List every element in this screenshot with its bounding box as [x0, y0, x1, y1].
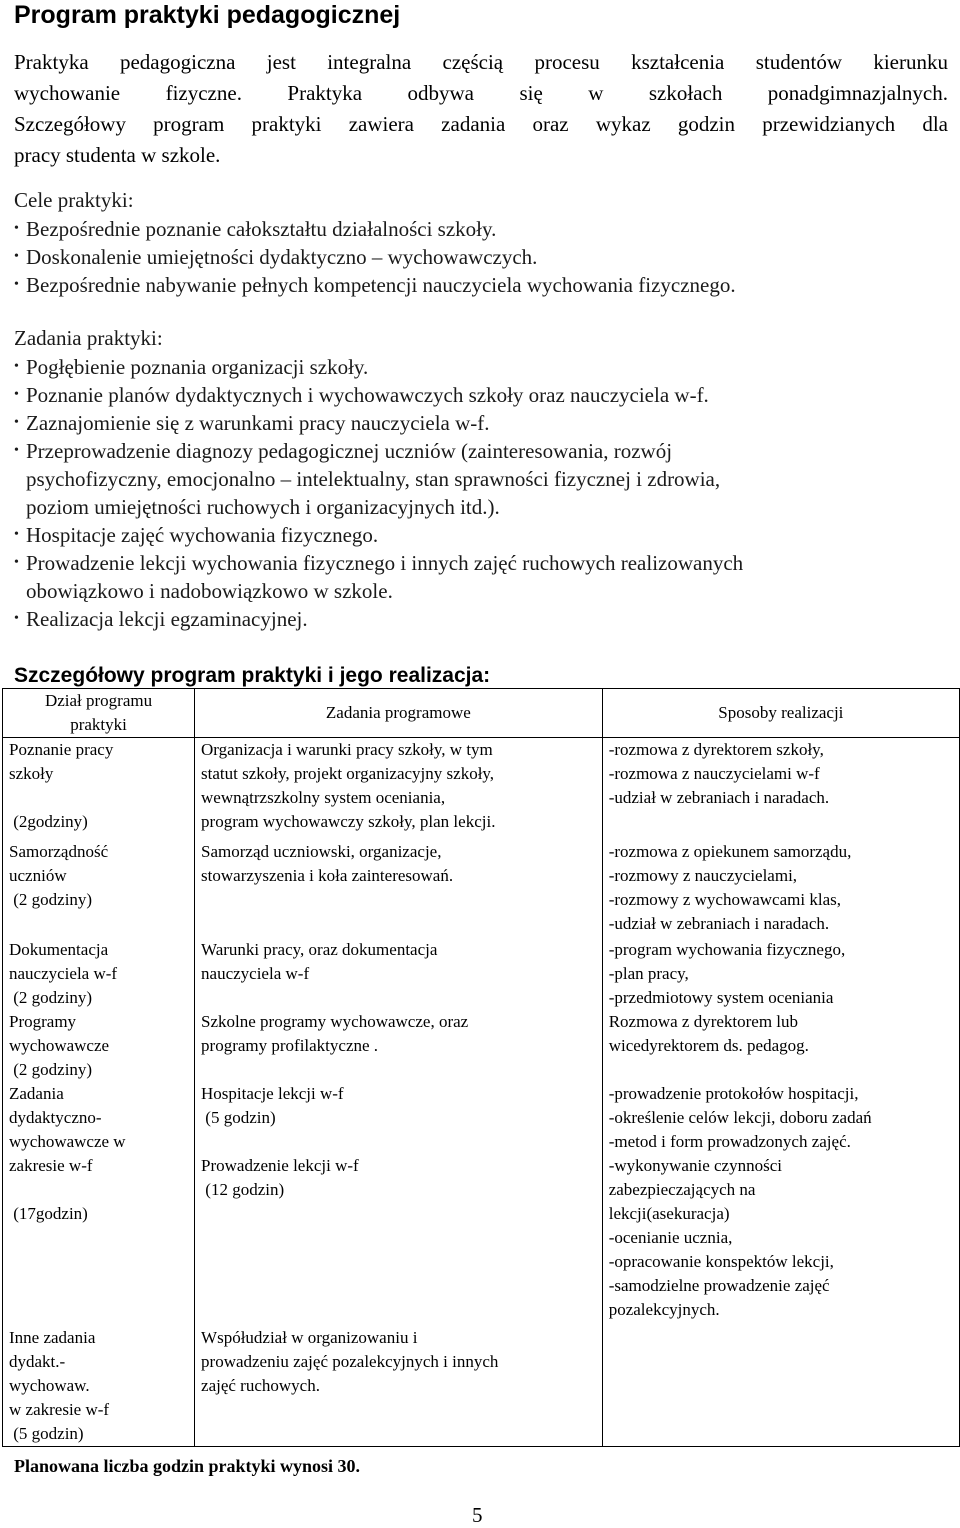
row-section-cell: Samorządność uczniów (2 godziny): [3, 840, 195, 938]
row-tasks-cell: Szkolne programy wychowawcze, oraz programy profilaktyczne .: [195, 1010, 603, 1082]
table-row: [3, 840, 960, 938]
bullet-icon: •: [14, 249, 19, 264]
task-item: [14, 353, 743, 381]
tasks-list: [14, 353, 743, 633]
row-methods-cell: -program wychowania fizycznego, -plan pracy, -przedmiotowy system oceniania: [602, 938, 959, 1010]
row-tasks-cell: Współudział w organizowaniu i prowadzeniu zajęć pozalekcyjnych i innych zajęć ruchowych.: [195, 1326, 603, 1447]
task-item: [14, 521, 743, 549]
task-item-text: Hospitacje zajęć wychowania fizycznego.: [26, 523, 379, 547]
goal-item: [14, 271, 736, 299]
row-methods-cell: -prowadzenie protokołów hospitacji, -określenie celów lekcji, doboru zadań -metod i form prowadzonych zajęć. -wykonywanie czynności zabezpieczających na lekcji(asekuracja) -ocenianie ucznia, -opracowanie konspektów lekcji, -samodzielne prowadzenie zajęć pozalekcyjnych.: [602, 1082, 959, 1326]
task-item: [14, 381, 743, 409]
bullet-icon: •: [14, 277, 19, 292]
table-row: [3, 1326, 960, 1447]
bullet-icon: •: [14, 415, 19, 430]
row-section-cell: Inne zadania dydakt.- wychowaw. w zakresie w-f (5 godzin): [3, 1326, 195, 1447]
row-tasks-cell: Samorząd uczniowski, organizacje, stowarzyszenia i koła zainteresowań.: [195, 840, 603, 938]
task-item-text: obowiązkowo i nadobowiązkowo w szkole.: [26, 579, 393, 603]
task-item: [14, 409, 743, 437]
table-row: [3, 1010, 960, 1082]
page-title: Program praktyki pedagogicznej: [14, 1, 401, 29]
page-number: 5: [472, 1503, 483, 1527]
row-methods-cell: -rozmowa z dyrektorem szkoły, -rozmowa z nauczycielami w-f -udział w zebraniach i naradach.: [602, 738, 959, 841]
row-section-cell: Zadania dydaktyczno- wychowawcze w zakresie w-f (17godzin): [3, 1082, 195, 1326]
goal-item-text: Doskonalenie umiejętności dydaktyczno – wychowawczych.: [26, 245, 538, 269]
header-tasks: Zadania programowe: [195, 689, 603, 738]
intro-paragraph: [14, 47, 948, 171]
bullet-icon: •: [14, 221, 19, 236]
footer-note: Planowana liczba godzin praktyki wynosi 30.: [14, 1456, 361, 1476]
table-row: [3, 738, 960, 841]
task-item-text: poziom umiejętności ruchowych i organizacyjnych itd.).: [26, 495, 500, 519]
task-item-text: Prowadzenie lekcji wychowania fizycznego i innych zajęć ruchowych realizowanych: [26, 551, 744, 575]
task-item: [14, 437, 743, 521]
goal-item: [14, 215, 736, 243]
row-methods-cell: Rozmowa z dyrektorem lub wicedyrektorem ds. pedagog.: [602, 1010, 959, 1082]
tasks-heading: Zadania praktyki:: [14, 326, 163, 350]
intro-line: Praktyka pedagogiczna jest integralna częścią procesu kształcenia studentów kierunku: [14, 50, 948, 74]
task-item-text: Pogłębienie poznania organizacji szkoły.: [26, 355, 369, 379]
task-item: [14, 605, 743, 633]
row-tasks-cell: Warunki pracy, oraz dokumentacja nauczyciela w-f: [195, 938, 603, 1010]
bullet-icon: •: [14, 387, 19, 402]
bullet-icon: •: [14, 443, 19, 458]
task-item-text: psychofizyczny, emocjonalno – intelektualny, stan sprawności fizycznej i zdrowia,: [26, 467, 721, 491]
bullet-icon: •: [14, 527, 19, 542]
row-section-cell: Poznanie pracy szkoły (2godziny): [3, 738, 195, 841]
tasks-section: [14, 323, 743, 633]
goals-list: [14, 215, 736, 299]
bullet-icon: •: [14, 359, 19, 374]
header-methods: Sposoby realizacji: [602, 689, 959, 738]
bullet-icon: •: [14, 611, 19, 626]
table-header-row: [3, 689, 960, 738]
task-item-text: Realizacja lekcji egzaminacyjnej.: [26, 607, 308, 631]
goals-section: [14, 185, 736, 299]
goal-item-text: Bezpośrednie poznanie całokształtu działalności szkoły.: [26, 217, 497, 241]
header-section: Dział programu praktyki: [3, 689, 195, 738]
goal-item-text: Bezpośrednie nabywanie pełnych kompetencji nauczyciela wychowania fizycznego.: [26, 273, 736, 297]
row-tasks-cell: Organizacja i warunki pracy szkoły, w tym statut szkoły, projekt organizacyjny szkoły, wewnątrzszkolny system oceniania, program wychowawczy szkoły, plan lekcji.: [195, 738, 603, 841]
program-table-heading: Szczegółowy program praktyki i jego realizacja:: [14, 664, 491, 687]
task-item-text: Zaznajomienie się z warunkami pracy nauczyciela w-f.: [26, 411, 490, 435]
row-tasks-cell: Hospitacje lekcji w-f (5 godzin) Prowadzenie lekcji w-f (12 godzin): [195, 1082, 603, 1326]
intro-line: wychowanie fizyczne. Praktyka odbywa się w szkołach ponadgimnazjalnych.: [14, 81, 948, 105]
intro-line: Szczegółowy program praktyki zawiera zadania oraz wykaz godzin przewidzianych dla: [14, 112, 948, 136]
bullet-icon: •: [14, 555, 19, 570]
task-item-text: Przeprowadzenie diagnozy pedagogicznej uczniów (zainteresowania, rozwój: [26, 439, 673, 463]
table-row: [3, 938, 960, 1010]
row-methods-cell: -rozmowa z opiekunem samorządu, -rozmowy z nauczycielami, -rozmowy z wychowawcami klas, -udział w zebraniach i naradach.: [602, 840, 959, 938]
program-table: [2, 688, 960, 1447]
row-section-cell: Dokumentacja nauczyciela w-f (2 godziny): [3, 938, 195, 1010]
table-row: [3, 1082, 960, 1326]
row-section-cell: Programy wychowawcze (2 godziny): [3, 1010, 195, 1082]
intro-line: pracy studenta w szkole.: [14, 143, 221, 167]
task-item: [14, 549, 743, 605]
goal-item: [14, 243, 736, 271]
goals-heading: Cele praktyki:: [14, 188, 134, 212]
task-item-text: Poznanie planów dydaktycznych i wychowawczych szkoły oraz nauczyciela w-f.: [26, 383, 709, 407]
row-methods-cell: [602, 1326, 959, 1447]
